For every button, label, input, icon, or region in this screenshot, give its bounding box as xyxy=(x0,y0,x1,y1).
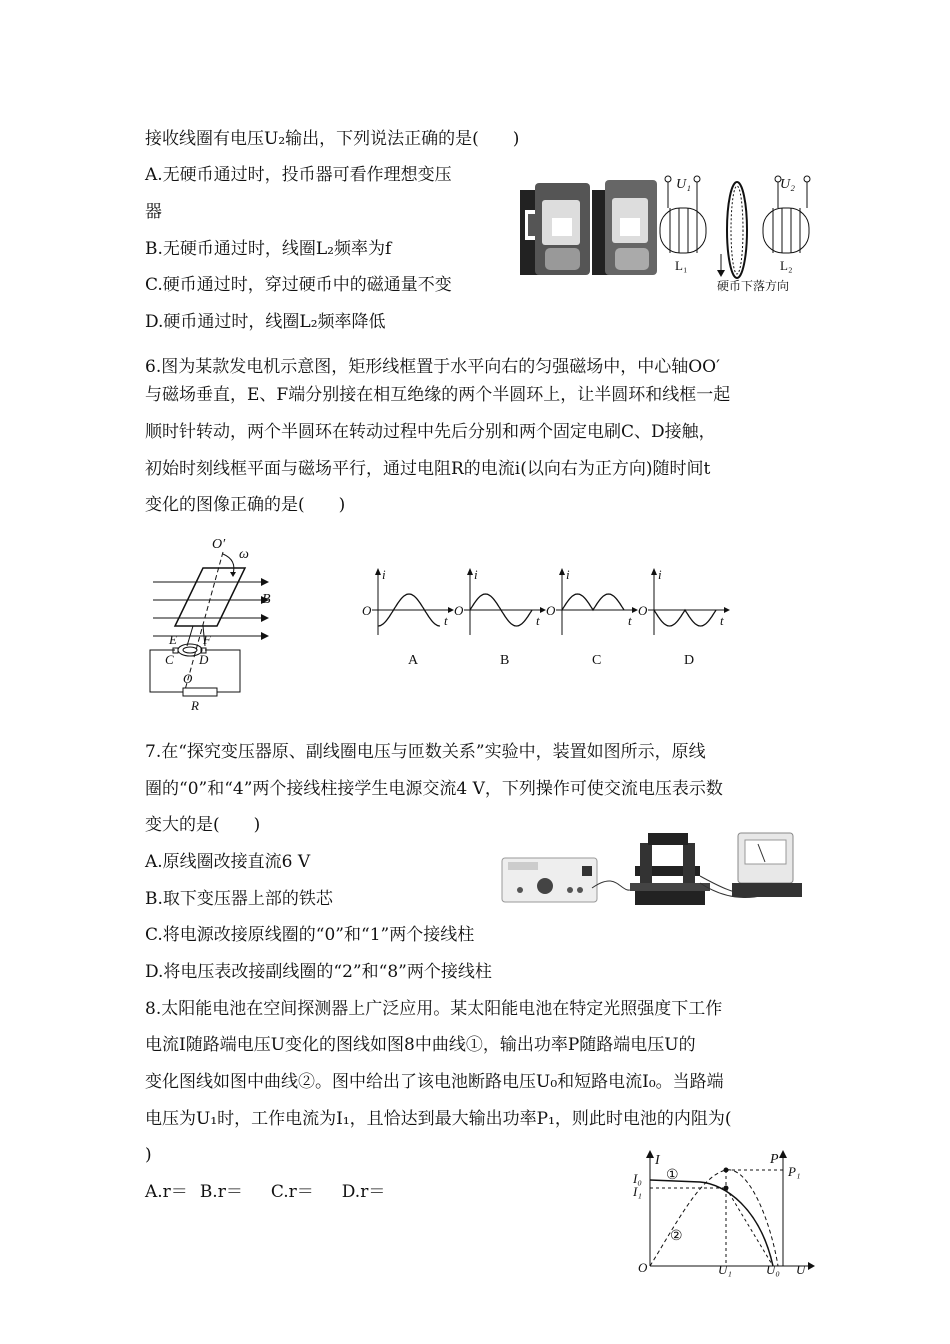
q8-line-5: ) xyxy=(145,1145,152,1165)
q7-option-c: C.将电源改接原线圈的“0”和“1”两个接线柱 xyxy=(145,925,475,945)
q8-i0-label: I₀ xyxy=(633,1171,642,1186)
q7-option-a: A.原线圈改接直流6 V xyxy=(145,852,311,872)
q5-option-b: B.无硬币通过时，线圈L₂频率为f xyxy=(145,239,392,259)
q6-line-4: 初始时刻线框平面与磁场平行，通过电阻R的电流i(以向右为正方向)随时间t xyxy=(145,459,711,479)
q8-line-2: 电流I随路端电压U变化的图线如图8中曲线①，输出功率P随路端电压U的 xyxy=(145,1035,696,1055)
q6-generator-diagram xyxy=(145,530,280,713)
q6-graph-t-label: t xyxy=(628,613,632,628)
q6-o-prime-label: O′ xyxy=(212,537,226,552)
q5-option-a-line2: 器 xyxy=(145,202,162,222)
q6-b-label: B xyxy=(262,592,271,607)
q5-l1-label: L₁ xyxy=(675,258,688,273)
q6-graph-option-a xyxy=(362,567,454,668)
q6-c-label: C xyxy=(165,652,174,667)
q5-coil-diagram xyxy=(655,172,815,297)
q8-origin-label: O xyxy=(638,1260,648,1275)
q7-apparatus-photo xyxy=(500,828,810,908)
q8-p1-label: P₁ xyxy=(788,1164,801,1179)
q8-line-3: 变化图线如图中曲线②。图中给出了该电池断路电压U₀和短路电流I₀。当路端 xyxy=(145,1072,724,1092)
q6-e-label: E xyxy=(169,632,177,647)
q8-option-b: B.r＝ xyxy=(199,1182,243,1202)
q8-option-d: D.r＝ xyxy=(341,1182,386,1202)
q6-line-5: 变化的图像正确的是( ) xyxy=(145,495,346,515)
q6-graph-t-label: t xyxy=(536,613,540,628)
q8-option-c: C.r＝ xyxy=(270,1182,314,1202)
q6-option-label: A xyxy=(408,653,419,668)
q8-i1-label: I₁ xyxy=(633,1184,642,1199)
q8-option-a: A.r＝ xyxy=(145,1182,188,1202)
q6-d-label: D xyxy=(199,652,209,667)
q8-curve1-label: ① xyxy=(666,1168,679,1183)
q8-u0-label: U₀ xyxy=(766,1262,780,1277)
q6-graph-option-c xyxy=(546,567,638,668)
q5-option-c: C.硬币通过时，穿过硬币中的磁通量不变 xyxy=(145,275,452,295)
q6-option-label: B xyxy=(500,653,510,668)
q8-line-4: 电压为U₁时，工作电流为I₁，且恰达到最大输出功率P₁，则此时电池的内阻为( xyxy=(145,1109,732,1129)
q6-graph-i-label: i xyxy=(658,567,662,582)
q8-u1-label: U₁ xyxy=(718,1262,732,1277)
q5-stem: 接收线圈有电压U₂输出，下列说法正确的是( ) xyxy=(145,129,520,149)
q6-line-2: 与磁场垂直，E、F端分别接在相互绝缘的两个半圆环上，让半圆环和线框一起 xyxy=(145,385,731,405)
q7-line-1: 7.在“探究变压器原、副线圈电压与匝数关系”实验中，装置如图所示，原线 xyxy=(145,742,706,762)
q7-line-2: 圈的“0”和“4”两个接线柱接学生电源交流4 V，下列操作可使交流电压表示数 xyxy=(145,779,723,799)
q6-option-label: C xyxy=(592,653,602,668)
q6-line-3: 顺时针转动，两个半圆环在转动过程中先后分别和两个固定电刷C、D接触， xyxy=(145,422,716,442)
q5-coin-machine-photo xyxy=(520,178,660,280)
q8-i-axis-label: I xyxy=(655,1153,660,1168)
q5-u2-label: U₂ xyxy=(780,177,795,192)
q6-o-label: O xyxy=(183,671,193,686)
q6-line-1: 6.图为某款发电机示意图，矩形线框置于水平向右的匀强磁场中，中心轴OO′ xyxy=(145,357,720,377)
q6-graph-i-label: i xyxy=(566,567,570,582)
q6-graph-origin-label: O xyxy=(546,603,556,618)
q7-option-b: B.取下变压器上部的铁芯 xyxy=(145,889,333,909)
q8-line-1: 8.太阳能电池在空间探测器上广泛应用。某太阳能电池在特定光照强度下工作 xyxy=(145,999,723,1019)
q7-line-3: 变大的是( ) xyxy=(145,815,261,835)
q6-graph-option-d xyxy=(638,567,730,668)
q5-u1-label: U₁ xyxy=(676,177,691,192)
q6-option-graphs xyxy=(360,565,730,675)
q6-graph-origin-label: O xyxy=(362,603,372,618)
q6-graph-i-label: i xyxy=(382,567,386,582)
q8-iu-pu-graph xyxy=(630,1148,815,1278)
q6-graph-origin-label: O xyxy=(454,603,464,618)
q6-graph-t-label: t xyxy=(444,613,448,628)
q8-curve2-label: ② xyxy=(670,1229,683,1244)
q6-option-label: D xyxy=(684,653,695,668)
q8-u-axis-label: U xyxy=(796,1262,806,1277)
q6-graph-origin-label: O xyxy=(638,603,648,618)
q5-l2-label: L₂ xyxy=(780,258,793,273)
q6-graph-i-label: i xyxy=(474,567,478,582)
q5-option-a-line1: A.无硬币通过时，投币器可看作理想变压 xyxy=(145,165,452,185)
q6-f-label: F xyxy=(203,632,211,647)
q7-option-d: D.将电压表改接副线圈的“2”和“8”两个接线柱 xyxy=(145,962,492,982)
q6-r-label: R xyxy=(191,698,199,713)
q5-option-d: D.硬币通过时，线圈L₂频率降低 xyxy=(145,312,386,332)
q6-graph-option-b xyxy=(454,567,546,668)
q8-p-axis-label: P xyxy=(770,1152,779,1167)
q6-omega-label: ω xyxy=(239,547,249,562)
q5-fall-direction-label: 硬币下落方向 xyxy=(717,279,790,293)
q8-options xyxy=(145,1181,385,1203)
q6-graph-t-label: t xyxy=(720,613,724,628)
